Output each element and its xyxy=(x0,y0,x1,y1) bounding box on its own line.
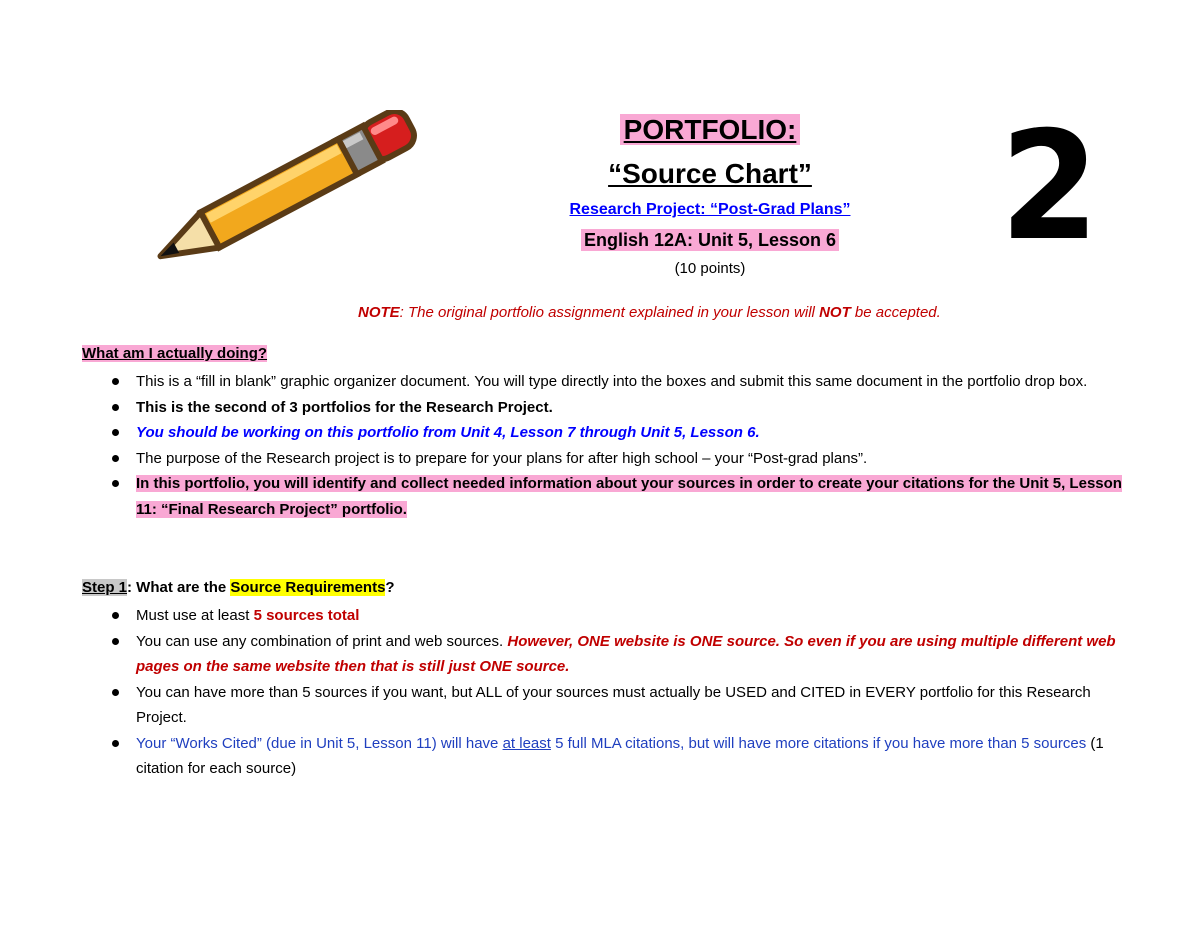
list-item: You should be working on this portfolio from Unit 4, Lesson 7 through Unit 5, Lesson 6. xyxy=(82,420,1122,446)
list-item: You can use any combination of print and web sources. However, ONE website is ONE source. So even if you are using multiple different web pages on the same website then that is still just ONE source. xyxy=(82,629,1122,680)
list-item: The purpose of the Research project is to prepare for your plans for after high school – your “Post-grad plans”. xyxy=(82,446,1122,472)
pencil-icon xyxy=(140,110,430,270)
step1-heading: Step 1: What are the Source Requirements? xyxy=(82,579,395,596)
step-label: Step 1 xyxy=(82,579,128,596)
points-label: (10 points) xyxy=(674,260,746,277)
research-project-link[interactable]: Research Project: “Post-Grad Plans” xyxy=(569,201,851,218)
list-item: Your “Works Cited” (due in Unit 5, Lesson 11) will have at least 5 full MLA citations, but will have more citations if you have more than 5 sources (1 citation for each source) xyxy=(82,731,1122,782)
list-item: This is a “fill in blank” graphic organizer document. You will type directly into the boxes and submit this same document in the portfolio drop box. xyxy=(82,369,1122,395)
course-info: English 12A: Unit 5, Lesson 6 xyxy=(510,230,910,251)
note-label: NOTE xyxy=(358,304,400,321)
list-item: This is the second of 3 portfolios for the Research Project. xyxy=(82,395,1122,421)
list-item: Must use at least 5 sources total xyxy=(82,603,1122,629)
step1-list xyxy=(82,603,1122,782)
list-item: You can have more than 5 sources if you want, but ALL of your sources must actually be USED and CITED in EVERY portfolio for this Research Project. xyxy=(82,680,1122,731)
note-text: NOTE: The original portfolio assignment explained in your lesson will NOT be accepted. xyxy=(358,304,941,321)
list-item: In this portfolio, you will identify and collect needed information about your sources in order to create your citations for the Unit 5, Lesson 11: “Final Research Project” portfolio. xyxy=(82,471,1122,522)
section1-heading: What am I actually doing? xyxy=(82,345,268,362)
source-requirements-highlight: Source Requirements xyxy=(230,579,386,596)
note-emphasis: NOT xyxy=(819,304,851,321)
portfolio-number: 2 xyxy=(1000,100,1096,274)
page-title: PORTFOLIO: xyxy=(510,114,910,146)
page-subtitle: “Source Chart” xyxy=(608,158,812,189)
section1-list xyxy=(82,369,1122,522)
